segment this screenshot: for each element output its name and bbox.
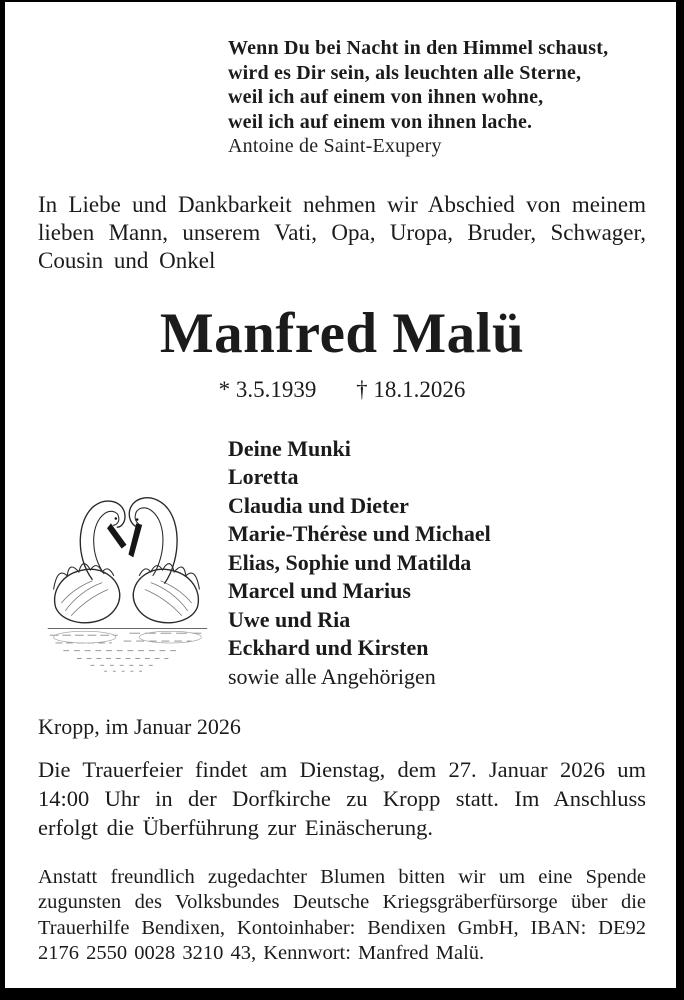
mourner-line: Deine Munki [228, 435, 351, 461]
mourner-line: Marcel und Marius [228, 578, 411, 603]
poem-line: wird es Dir sein, als leuchten alle Sterne, [228, 61, 582, 84]
middle-section [38, 435, 646, 692]
mourners-list [228, 435, 491, 692]
mourner-line: Elias, Sophie und Matilda [228, 549, 472, 575]
poem-block [228, 36, 646, 159]
mourner-line: Loretta [228, 464, 299, 489]
mourner-line: Uwe und Ria [228, 606, 351, 632]
birth-date: * 3.5.1939 [218, 376, 317, 402]
death-date: † 18.1.2026 [356, 376, 466, 402]
swans-image [34, 465, 219, 682]
place-date-line: Kropp, im Januar 2026 [38, 714, 241, 739]
poem-line: weil ich auf einem von ihnen lache. [228, 110, 533, 133]
poem-attribution: Antoine de Saint-Exupery [228, 135, 442, 157]
funeral-info-text: Die Trauerfeier findet am Dienstag, dem 27. Januar 2026 um 14:00 Uhr in der Dorfkirche zu Kropp statt. Im Anschluss erfolgt die Überführung zur Einäscherung. [38, 757, 646, 840]
life-dates [38, 377, 646, 403]
deceased-name: Manfred Malü [159, 301, 525, 365]
intro-text: In Liebe und Dankbarkeit nehmen wir Abschied von meinem lieben Mann, unserem Vati, Opa, Uropa, Bruder, Schwager, Cousin und Onkel [38, 191, 646, 273]
mourner-line: Claudia und Dieter [228, 492, 409, 518]
mourner-line: Eckhard und Kirsten [228, 635, 429, 660]
mourner-line: Marie-Thérèse und Michael [228, 521, 491, 546]
poem-line: Wenn Du bei Nacht in den Himmel schaust, [228, 37, 609, 59]
obituary-page [5, 2, 676, 988]
mourners-closing: sowie alle Angehörigen [228, 663, 436, 689]
poem-line: weil ich auf einem von ihnen wohne, [228, 86, 544, 108]
donation-info-text: Anstatt freundlich zugedachter Blumen bitten wir um eine Spende zugunsten des Volksbundes Deutsche Kriegsgräberfürsorge über die Trauerhilfe Bendixen, Kontoinhaber: Bendixen GmbH, IBAN: DE92 2176 2550 0028 3210 43, Kennwort: Manfred Malü. [38, 865, 646, 964]
